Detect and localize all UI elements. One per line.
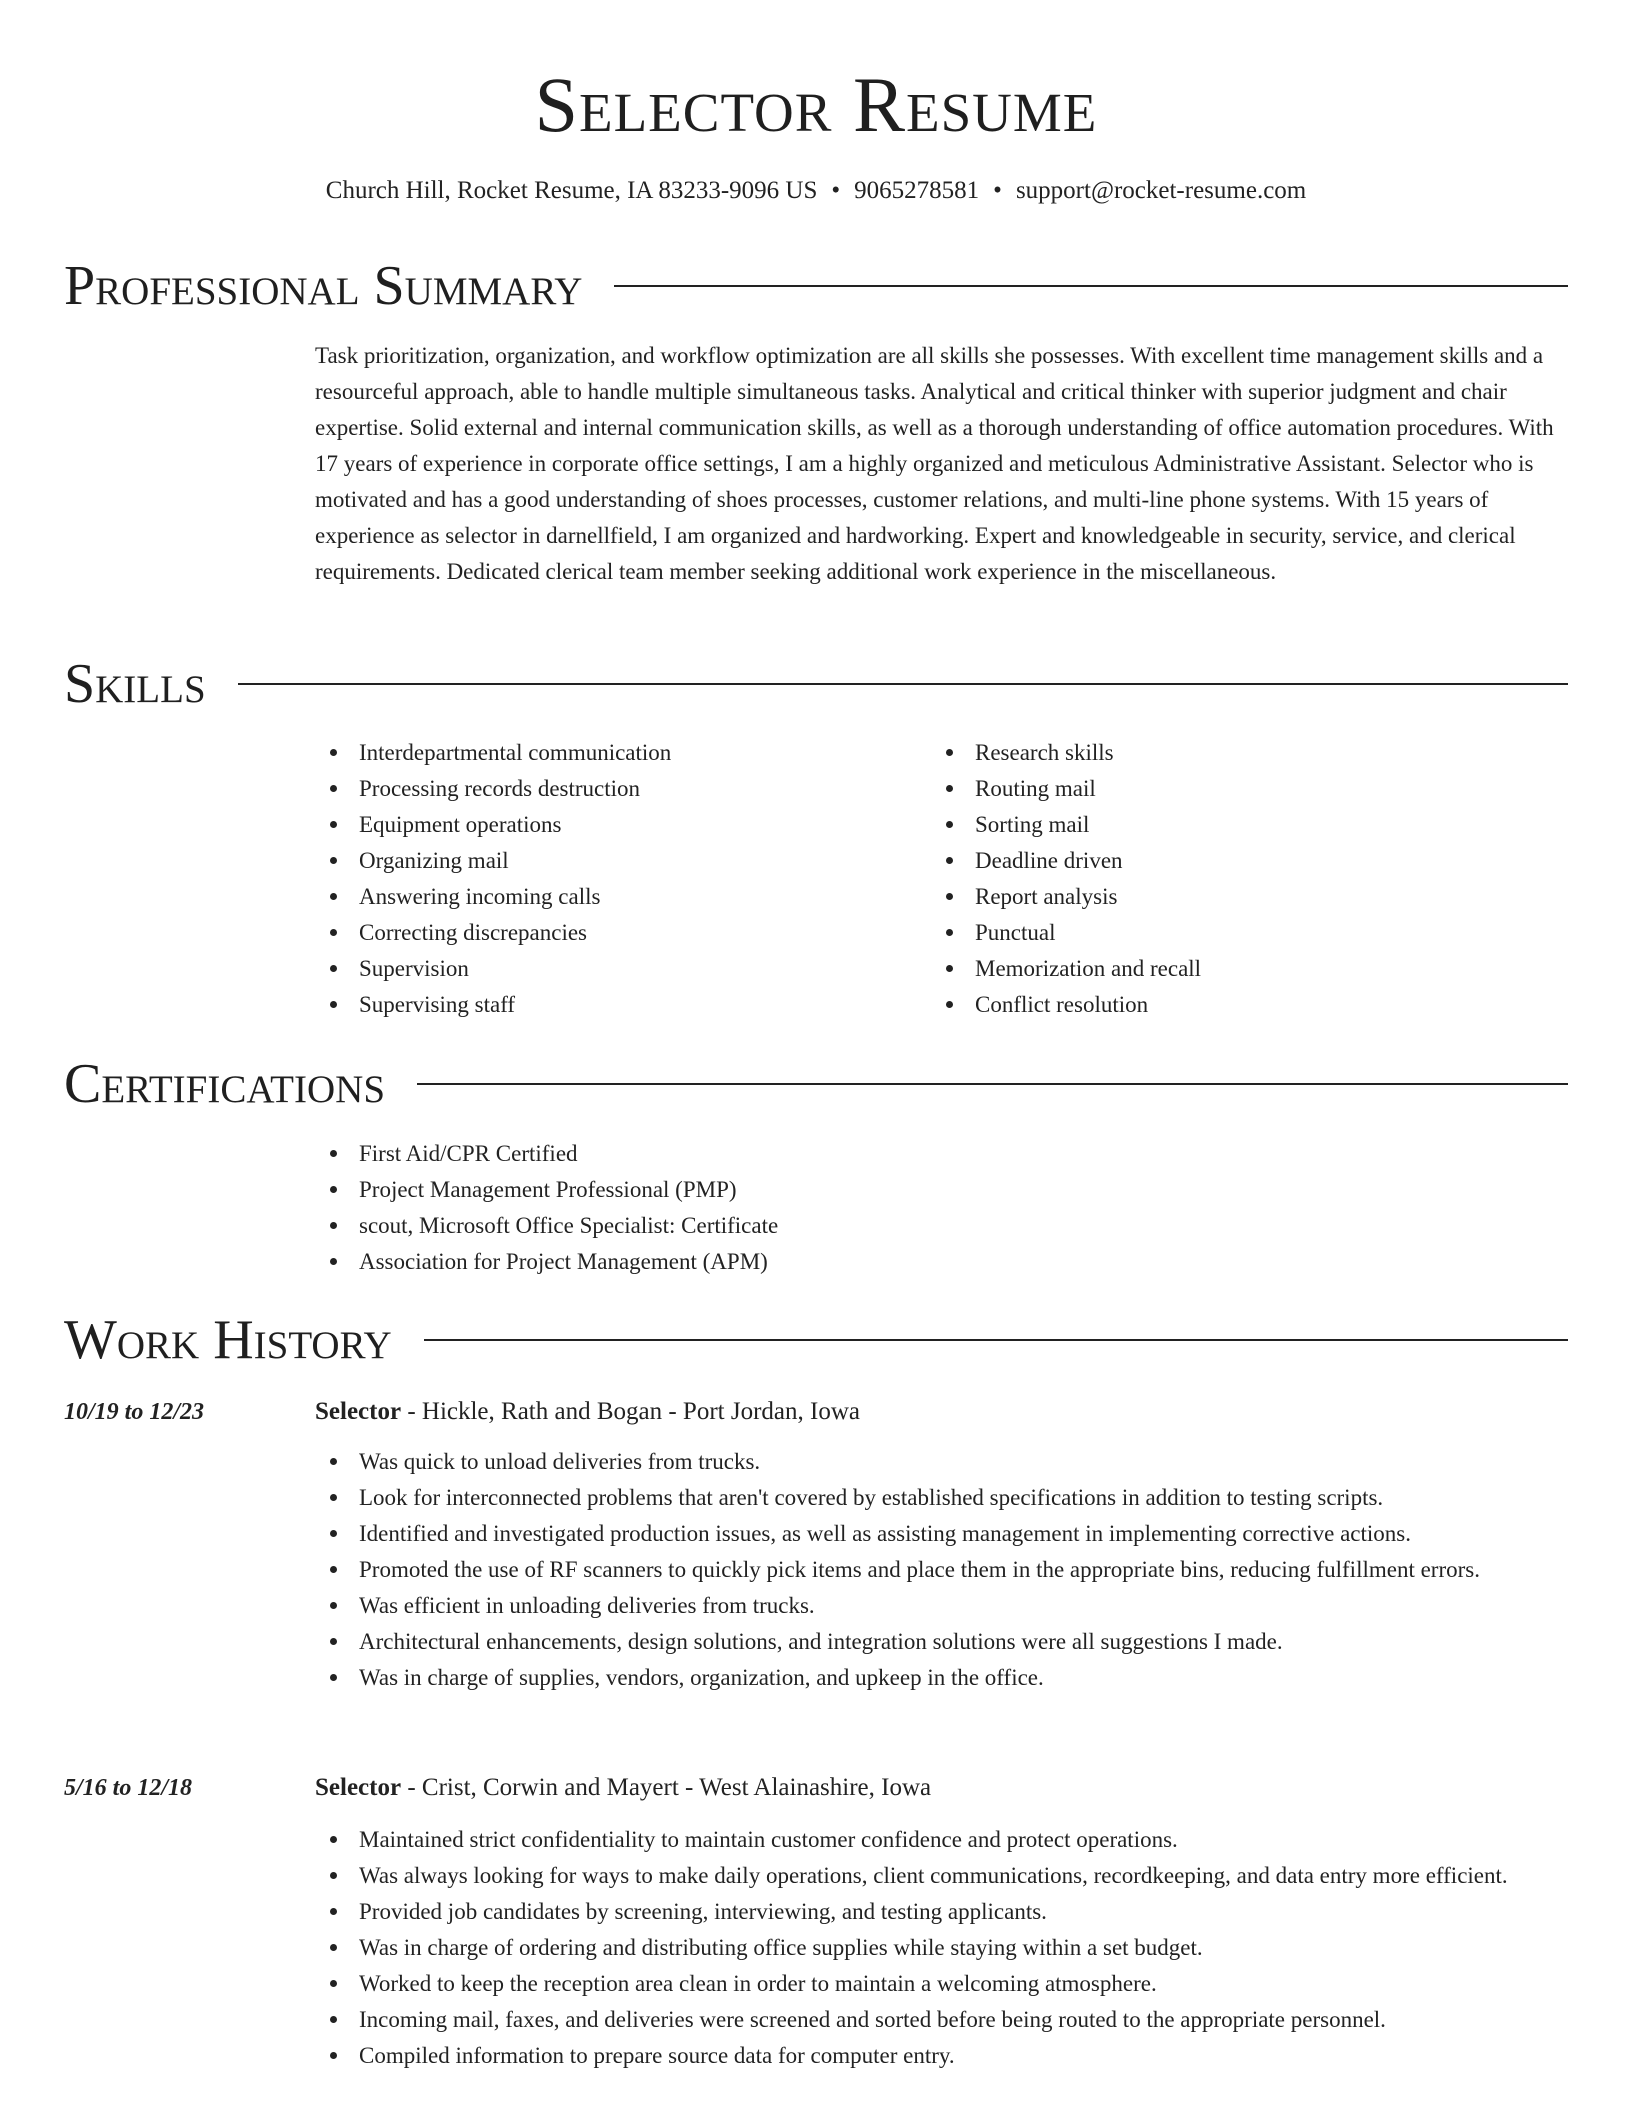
job-role: Selector: [315, 1398, 402, 1425]
job-duty-item: Compiled information to prepare source data for computer entry.: [315, 2038, 1570, 2074]
skill-item: Punctual: [931, 915, 1531, 951]
job-dates: 5/16 to 12/18: [64, 1775, 193, 1801]
job-employer-location: - Hickle, Rath and Bogan - Port Jordan, Iowa: [401, 1398, 860, 1425]
section-title-work-history: Work History: [64, 1309, 392, 1371]
skill-item: Interdepartmental communication: [315, 735, 915, 771]
section-divider: [238, 683, 1568, 685]
skill-item: Memorization and recall: [931, 951, 1531, 987]
job-dates: 10/19 to 12/23: [64, 1399, 205, 1425]
contact-line: [0, 174, 1632, 208]
section-header-certifications: [64, 1052, 1568, 1116]
certification-item: First Aid/CPR Certified: [315, 1136, 1570, 1172]
skill-item: Sorting mail: [931, 807, 1531, 843]
skill-item: Equipment operations: [315, 807, 915, 843]
section-title-summary: Professional Summary: [64, 255, 583, 317]
certification-item: Project Management Professional (PMP): [315, 1172, 1570, 1208]
job-role: Selector: [315, 1774, 402, 1801]
job-duty-item: Look for interconnected problems that aren't covered by established specifications in addition to testing scripts.: [315, 1480, 1570, 1516]
job-duties-list: [315, 1444, 1570, 1696]
section-divider: [614, 285, 1568, 287]
certifications-list: [315, 1136, 1570, 1280]
certification-item: scout, Microsoft Office Specialist: Certificate: [315, 1208, 1570, 1244]
job-duty-item: Maintained strict confidentiality to maintain customer confidence and protect operations.: [315, 1822, 1570, 1858]
skills-list-right: [931, 735, 1531, 1023]
section-divider: [417, 1083, 1568, 1085]
job-duty-item: Identified and investigated production issues, as well as assisting management in implementing corrective actions.: [315, 1516, 1570, 1552]
job-title: [315, 1394, 860, 1430]
section-title-skills: Skills: [64, 653, 206, 715]
job-duty-item: Worked to keep the reception area clean in order to maintain a welcoming atmosphere.: [315, 1966, 1570, 2002]
section-header-skills: [64, 652, 1568, 716]
certification-item: Association for Project Management (APM): [315, 1244, 1570, 1280]
job-duties-list: [315, 1822, 1570, 2074]
skill-item: Routing mail: [931, 771, 1531, 807]
contact-email: support@rocket-resume.com: [1015, 177, 1307, 204]
contact-separator: •: [993, 177, 1002, 204]
job-duty-item: Was quick to unload deliveries from trucks.: [315, 1444, 1570, 1480]
skill-item: Conflict resolution: [931, 987, 1531, 1023]
job-duty-item: Was always looking for ways to make daily operations, client communications, recordkeeping, and data entry more efficient.: [315, 1858, 1570, 1894]
contact-phone: 9065278581: [854, 177, 980, 204]
skill-item: Supervising staff: [315, 987, 915, 1023]
summary-text: Task prioritization, organization, and workflow optimization are all skills she possesses. With excellent time management skills and a resourceful approach, able to handle multiple simultaneous tasks. Analytical and critical thinker with superior judgment and chair expertise. Solid external and internal communication skills, as well as a thorough understanding of office automation procedures. With 17 years of experience in corporate office settings, I am a highly organized and meticulous Administrative Assistant. Selector who is motivated and has a good understanding of shoes processes, customer relations, and multi-line phone systems. With 15 years of experience as selector in darnellfield, I am organized and hardworking. Expert and knowledgeable in security, service, and clerical requirements. Dedicated clerical team member seeking additional work experience in the miscellaneous.: [315, 343, 1554, 584]
job-title: [315, 1770, 931, 1806]
job-duty-item: Incoming mail, faxes, and deliveries were screened and sorted before being routed to the appropriate personnel.: [315, 2002, 1570, 2038]
job-duty-item: Was in charge of supplies, vendors, organization, and upkeep in the office.: [315, 1660, 1570, 1696]
section-title-certifications: Certifications: [64, 1053, 386, 1115]
skill-item: Correcting discrepancies: [315, 915, 915, 951]
section-header-summary: [64, 254, 1568, 318]
skills-list-left: [315, 735, 915, 1023]
section-divider: [424, 1339, 1568, 1341]
job-duty-item: Provided job candidates by screening, interviewing, and testing applicants.: [315, 1894, 1570, 1930]
skill-item: Answering incoming calls: [315, 879, 915, 915]
contact-separator: •: [831, 177, 841, 204]
skill-item: Deadline driven: [931, 843, 1531, 879]
skill-item: Research skills: [931, 735, 1531, 771]
resume-name: Selector Resume: [534, 61, 1098, 148]
skill-item: Organizing mail: [315, 843, 915, 879]
job-duty-item: Architectural enhancements, design solutions, and integration solutions were all suggestions I made.: [315, 1624, 1570, 1660]
skill-item: Supervision: [315, 951, 915, 987]
skill-item: Processing records destruction: [315, 771, 915, 807]
contact-address: Church Hill, Rocket Resume, IA 83233-9096 US: [325, 177, 818, 204]
job-duty-item: Was efficient in unloading deliveries from trucks.: [315, 1588, 1570, 1624]
job-duty-item: Was in charge of ordering and distributing office supplies while staying within a set budget.: [315, 1930, 1570, 1966]
section-header-work-history: [64, 1308, 1568, 1372]
job-employer-location: - Crist, Corwin and Mayert - West Alainashire, Iowa: [401, 1774, 932, 1801]
skill-item: Report analysis: [931, 879, 1531, 915]
job-duty-item: Promoted the use of RF scanners to quickly pick items and place them in the appropriate bins, reducing fulfillment errors.: [315, 1552, 1570, 1588]
